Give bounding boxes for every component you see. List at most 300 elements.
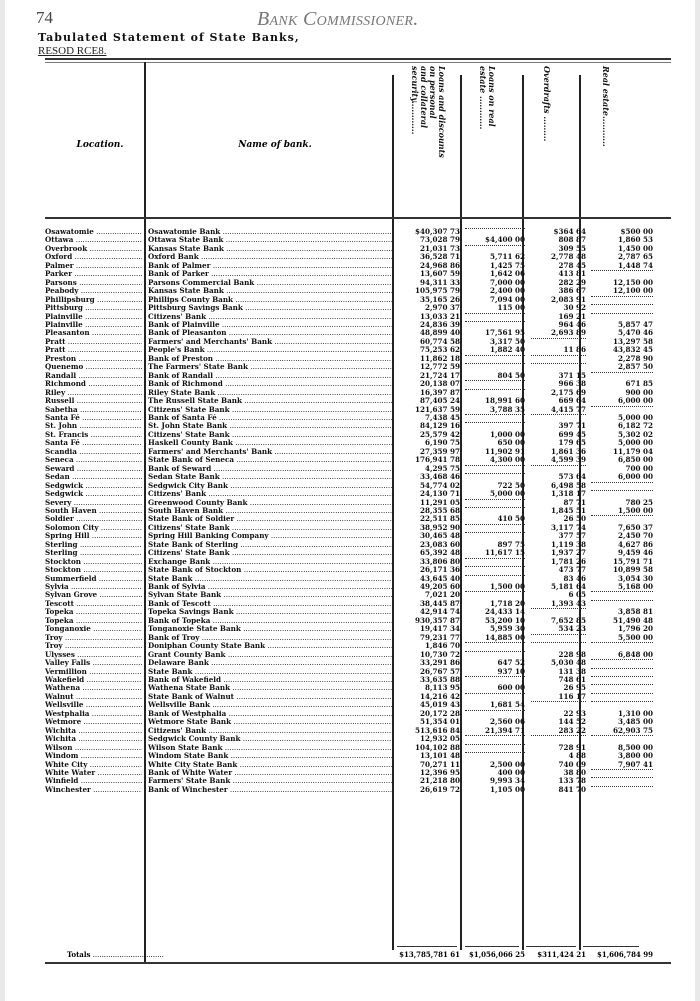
document-page (5, 0, 695, 1001)
cell-real-estate: 9,459 46 (617, 548, 653, 558)
cell-loans-real-estate: 1,718 20 (489, 598, 525, 608)
cell-overdrafts: 11 86 (563, 345, 586, 355)
cell-bank-name: Bank of White Water ..... (148, 769, 394, 777)
cell-loans-real-estate: 115 00 (497, 303, 525, 313)
cell-loans-real-estate: 17,561 95 (484, 328, 525, 338)
cell-loans-real-estate (465, 321, 525, 322)
cell-bank-name: Bank of Sylvia ..... (148, 583, 394, 591)
cell-location: Plainville ..... (45, 321, 142, 329)
cell-location: Preston ..... (45, 355, 142, 363)
cell-overdrafts: 413 81 (558, 269, 586, 279)
subtotal-rule-re-loans (465, 946, 519, 947)
cell-location: Santa Fé ..... (45, 414, 142, 422)
cell-bank-name: Citizens' State Bank ..... (148, 549, 394, 557)
cell-real-estate: 1,860 53 (617, 235, 653, 245)
cell-bank-name: Bank of Pleasanton ..... (148, 329, 394, 337)
cell-real-estate: 2,450 70 (617, 531, 653, 541)
cell-location: Santa Fé ..... (45, 439, 142, 447)
cell-location: Randall ..... (45, 372, 142, 380)
cell-overdrafts: 2,693 89 (550, 328, 586, 338)
cell-overdrafts: 473 77 (558, 565, 586, 575)
header-real-estate: Real estate........... (601, 66, 611, 147)
cell-overdrafts (531, 414, 586, 415)
cell-loans-personal: 38,445 87 (419, 598, 460, 608)
cell-location: Severy ..... (45, 499, 142, 507)
cell-bank-name: Parsons Commercial Bank ..... (148, 279, 394, 287)
cell-real-estate (591, 735, 653, 736)
cell-location: Topeka ..... (45, 608, 142, 616)
cell-bank-name: Bank of Wakefield ..... (148, 676, 394, 684)
header-location: Location. (76, 140, 124, 150)
cell-loans-real-estate (465, 591, 525, 592)
cell-loans-real-estate (465, 363, 525, 364)
cell-location: Ottawa ..... (45, 236, 142, 244)
cell-overdrafts: 371 15 (558, 370, 586, 380)
cell-loans-personal: 65,392 48 (419, 548, 460, 558)
cell-loans-real-estate (465, 532, 525, 533)
cell-loans-personal: 105,975 79 (414, 286, 460, 296)
cell-loans-real-estate (465, 735, 525, 736)
cell-loans-real-estate: 1,500 00 (489, 582, 525, 592)
cell-bank-name: Sylvan State Bank ..... (148, 591, 394, 599)
cell-location: Pittsburg ..... (45, 304, 142, 312)
cell-loans-personal: 60,774 58 (419, 336, 460, 346)
cell-bank-name: Citizens' State Bank ..... (148, 406, 394, 414)
cell-real-estate (591, 406, 653, 407)
cell-overdrafts: 169 21 (558, 311, 586, 321)
cell-loans-real-estate: 600 00 (497, 683, 525, 693)
cell-bank-name: Farmers' and Merchants' Bank ..... (148, 338, 394, 346)
cell-bank-name: Citizens' Bank ..... (148, 490, 394, 498)
top-rule-thin (45, 62, 671, 63)
cell-loans-personal: $40,307 73 (414, 227, 460, 236)
cell-real-estate: 780 25 (625, 497, 653, 507)
cell-bank-name: Bank of Richmond ..... (148, 380, 394, 388)
cell-loans-personal: 11,862 18 (419, 353, 460, 363)
cell-overdrafts (531, 465, 586, 466)
cell-real-estate (591, 777, 653, 778)
cell-loans-personal: 16,397 87 (419, 387, 460, 397)
cell-bank-name: Wathena State Bank ..... (148, 684, 394, 692)
cell-loans-personal: 33,291 86 (419, 658, 460, 668)
subtotal-rule-loans (397, 946, 457, 947)
cell-real-estate: 7,650 37 (617, 522, 653, 532)
table-row (45, 634, 675, 642)
cell-overdrafts: 1,119 38 (550, 539, 586, 549)
cell-real-estate: 6,848 00 (617, 649, 653, 659)
cell-overdrafts: 26 95 (563, 683, 586, 693)
page-number: 74 (36, 8, 53, 27)
cell-location: White Water ..... (45, 769, 142, 777)
totals-re-loans: $1,056,066 25 (468, 950, 525, 959)
cell-real-estate (591, 701, 653, 702)
cell-loans-real-estate (465, 228, 525, 229)
cell-location: Sedgwick ..... (45, 490, 142, 498)
cell-overdrafts: 1,937 27 (550, 548, 586, 558)
cell-loans-real-estate: 21,394 71 (484, 725, 525, 735)
cell-real-estate (591, 482, 653, 483)
cell-loans-real-estate: 3,317 50 (489, 336, 525, 346)
cell-overdrafts: 116 17 (558, 691, 586, 701)
cell-loans-real-estate (465, 524, 525, 525)
cell-real-estate: 5,302 02 (617, 429, 653, 439)
cell-loans-real-estate (465, 465, 525, 466)
cell-loans-real-estate: 14,885 00 (484, 632, 525, 642)
cell-overdrafts (531, 608, 586, 609)
cell-real-estate: 3,485 00 (617, 717, 653, 727)
table-row (45, 346, 675, 354)
cell-location: Seward ..... (45, 465, 142, 473)
cell-loans-personal: 33,635 88 (419, 675, 460, 685)
cell-location: Wetmore ..... (45, 718, 142, 726)
cell-loans-real-estate (465, 499, 525, 500)
cell-loans-personal: 51,354 01 (419, 717, 460, 727)
cell-location: Wichita ..... (45, 735, 142, 743)
cell-loans-real-estate: 2,560 06 (489, 717, 525, 727)
cell-location: Pleasanton ..... (45, 329, 142, 337)
cell-loans-real-estate: 24,433 14 (484, 607, 525, 617)
cell-loans-personal: 70,271 11 (419, 759, 460, 769)
cell-bank-name: Windom State Bank ..... (148, 752, 394, 760)
cell-overdrafts: 22 93 (563, 708, 586, 718)
cell-loans-personal: 22,511 85 (419, 514, 460, 524)
cell-overdrafts: 5,030 48 (550, 658, 586, 668)
cell-loans-personal: 24,130 71 (419, 489, 460, 499)
cell-loans-personal: 11,291 05 (419, 497, 460, 507)
cell-overdrafts: 964 46 (558, 319, 586, 329)
cell-real-estate: 900 00 (625, 387, 653, 397)
cell-loans-real-estate (465, 380, 525, 381)
table-row (45, 406, 675, 414)
cell-bank-name: St. John State Bank ..... (148, 422, 394, 430)
cell-overdrafts: 87 71 (563, 497, 586, 507)
cell-loans-personal: 75,253 62 (419, 345, 460, 355)
cell-bank-name: State Bank of Stockton ..... (148, 566, 394, 574)
cell-real-estate (591, 296, 653, 297)
cell-bank-name: Kansas State Bank ..... (148, 245, 394, 253)
cell-location: Topeka ..... (45, 617, 142, 625)
cell-bank-name: Citizens' Bank ..... (148, 313, 394, 321)
cell-real-estate: 6,000 00 (617, 472, 653, 482)
header-loans-real-estate: Loans on real estate ............ (478, 66, 497, 130)
cell-overdrafts: 1,781 26 (550, 556, 586, 566)
cell-real-estate: 15,791 71 (612, 556, 653, 566)
cell-real-estate: 1,500 00 (617, 505, 653, 515)
cell-bank-name: Bank of Randall ..... (148, 372, 394, 380)
cell-bank-name: Ottawa State Bank ..... (148, 236, 394, 244)
cell-loans-personal: 25,579 42 (419, 429, 460, 439)
cell-real-estate: 671 85 (625, 379, 653, 389)
cell-loans-personal: 26,171 36 (419, 565, 460, 575)
cell-loans-real-estate: 1,882 40 (489, 345, 525, 355)
cell-loans-real-estate: 18,991 60 (484, 396, 525, 406)
cell-loans-personal: 176,941 78 (414, 455, 460, 465)
table-row (45, 329, 675, 337)
cell-loans-personal: 8,113 95 (424, 683, 460, 693)
cell-loans-real-estate: 5,959 30 (489, 624, 525, 634)
cell-overdrafts: 131 38 (558, 666, 586, 676)
header-bank-name: Name of bank. (238, 140, 312, 150)
cell-loans-personal: 45,019 43 (419, 700, 460, 710)
cell-bank-name: Bank of Parker ..... (148, 270, 394, 278)
totals-real-estate: $1,606,784 99 (596, 950, 653, 959)
cell-location: Sylvan Grove ..... (45, 591, 142, 599)
cell-real-estate (591, 769, 653, 770)
cell-loans-personal: 49,205 60 (419, 582, 460, 592)
cell-bank-name: Bank of Preston ..... (148, 355, 394, 363)
cell-bank-name: State Bank ..... (148, 575, 394, 583)
cell-loans-real-estate: 7,000 00 (489, 277, 525, 287)
cell-bank-name: Sedgwick City Bank ..... (148, 482, 394, 490)
cell-real-estate (591, 304, 653, 305)
cell-bank-name: Grant County Bank ..... (148, 651, 394, 659)
table-row (45, 693, 675, 701)
cell-loans-real-estate: 1,425 75 (489, 260, 525, 270)
cell-loans-real-estate: 3,788 35 (489, 404, 525, 414)
cell-loans-real-estate (465, 389, 525, 390)
totals-label: Totals ..... (45, 950, 164, 959)
cell-loans-personal: 28,355 68 (419, 505, 460, 515)
cell-overdrafts: 573 64 (558, 472, 586, 482)
cell-bank-name: The Russell State Bank ..... (148, 397, 394, 405)
cell-real-estate (591, 600, 653, 601)
cell-location: Vermillion ..... (45, 668, 142, 676)
cell-real-estate (591, 270, 653, 271)
cell-location: Sterling ..... (45, 541, 142, 549)
cell-bank-name: Sedgwick County Bank ..... (148, 735, 394, 743)
cell-bank-name: Wellsville Bank ..... (148, 701, 394, 709)
cell-bank-name: Delaware Bank ..... (148, 659, 394, 667)
cell-overdrafts: 283 22 (558, 725, 586, 735)
cell-bank-name: People's Bank ..... (148, 346, 394, 354)
cell-location: St. Francis ..... (45, 431, 142, 439)
cell-real-estate: $500 00 (620, 227, 653, 236)
table-row (45, 625, 675, 633)
cell-overdrafts (531, 735, 586, 736)
cell-overdrafts: 3,117 74 (550, 522, 586, 532)
cell-loans-real-estate: 4,300 00 (489, 455, 525, 465)
cell-location: Peabody ..... (45, 287, 142, 295)
cell-overdrafts (531, 355, 586, 356)
cell-bank-name: Wilson State Bank ..... (148, 744, 394, 752)
table-row (45, 786, 675, 794)
cell-loans-personal: 13,033 21 (419, 311, 460, 321)
cell-bank-name: The Farmers' State Bank ..... (148, 363, 394, 371)
totals-overdrafts: $311,424 21 (537, 950, 586, 959)
cell-bank-name: Sedan State Bank ..... (148, 473, 394, 481)
cell-loans-real-estate: 5,711 62 (489, 252, 525, 262)
cell-loans-real-estate (465, 473, 525, 474)
cell-bank-name: White City State Bank ..... (148, 761, 394, 769)
cell-loans-real-estate: 2,500 00 (489, 759, 525, 769)
cell-bank-name: Bank of Tescott ..... (148, 600, 394, 608)
cell-real-estate: 2,857 50 (617, 362, 653, 372)
cell-location: Windom ..... (45, 752, 142, 760)
cell-loans-personal: 24,968 86 (419, 260, 460, 270)
cell-location: Winchester ..... (45, 786, 142, 794)
cell-loans-personal: 35,165 26 (419, 294, 460, 304)
cell-real-estate: 2,787 65 (617, 252, 653, 262)
cell-overdrafts: 841 70 (558, 784, 586, 794)
cell-location: White City ..... (45, 761, 142, 769)
header-rule (45, 217, 671, 219)
cell-loans-personal: 1,846 70 (424, 641, 460, 651)
cell-loans-personal: 20,138 07 (419, 379, 460, 389)
cell-location: Sterling ..... (45, 549, 142, 557)
cell-real-estate: 700 00 (625, 463, 653, 473)
cell-overdrafts: 4,599 39 (550, 455, 586, 465)
cell-loans-real-estate (465, 355, 525, 356)
cell-location: Sedan ..... (45, 473, 142, 481)
cell-loans-personal: 26,619 72 (419, 784, 460, 794)
cell-overdrafts: 1,393 43 (550, 598, 586, 608)
cell-location: Wellsville ..... (45, 701, 142, 709)
cell-location: Ulysses ..... (45, 651, 142, 659)
cell-loans-real-estate: 9,993 34 (489, 776, 525, 786)
cell-loans-real-estate: 897 75 (497, 539, 525, 549)
cell-location: Overbrook ..... (45, 245, 142, 253)
cell-loans-real-estate: 1,105 00 (489, 784, 525, 794)
section-label: RESOD RCE8. (38, 45, 107, 57)
cell-loans-personal: 21,218 80 (419, 776, 460, 786)
cell-loans-personal: 73,028 79 (419, 235, 460, 245)
cell-bank-name: South Haven Bank ..... (148, 507, 394, 515)
cell-loans-personal: 19,417 34 (419, 624, 460, 634)
cell-overdrafts: 699 45 (558, 429, 586, 439)
cell-overdrafts: 2,778 48 (550, 252, 586, 262)
cell-location: Plainville ..... (45, 313, 142, 321)
cell-loans-personal: 23,083 60 (419, 539, 460, 549)
cell-real-estate (591, 693, 653, 694)
cell-location: Soldier ..... (45, 515, 142, 523)
cell-real-estate: 1,448 74 (617, 260, 653, 270)
cell-location: Summerfield ..... (45, 575, 142, 583)
cell-location: Winfield ..... (45, 777, 142, 785)
cell-overdrafts: 7,652 85 (550, 615, 586, 625)
cell-loans-personal: 104,102 88 (414, 742, 460, 752)
cell-overdrafts: 30 92 (563, 303, 586, 313)
cell-bank-name: Bank of Seward ..... (148, 465, 394, 473)
cell-overdrafts: $364 64 (553, 227, 586, 236)
cell-real-estate: 6,850 00 (617, 455, 653, 465)
cell-real-estate: 12,100 00 (612, 286, 653, 296)
cell-overdrafts: 4 88 (568, 751, 586, 761)
cell-overdrafts: 808 87 (558, 235, 586, 245)
cell-bank-name: Greenwood County Bank ..... (148, 499, 394, 507)
cell-location: Palmer ..... (45, 262, 142, 270)
cell-loans-real-estate (465, 313, 525, 314)
cell-bank-name: Bank of Santa Fé ..... (148, 414, 394, 422)
cell-loans-personal: 54,774 02 (419, 480, 460, 490)
cell-location: Walnut ..... (45, 693, 142, 701)
cell-loans-personal: 84,129 16 (419, 421, 460, 431)
cell-loans-real-estate: 804 50 (497, 370, 525, 380)
cell-real-estate: 3,800 00 (617, 751, 653, 761)
running-head: Bank Commissioner. (257, 8, 419, 30)
cell-bank-name: Farmers' State Bank ..... (148, 777, 394, 785)
cell-loans-personal: 94,311 33 (419, 277, 460, 287)
cell-loans-personal: 121,637 59 (414, 404, 460, 414)
cell-location: Wilson ..... (45, 744, 142, 752)
cell-location: Stockton ..... (45, 558, 142, 566)
cell-overdrafts: 83 46 (563, 573, 586, 583)
cell-real-estate: 43,832 45 (612, 345, 653, 355)
cell-overdrafts: 179 65 (558, 438, 586, 448)
cell-real-estate: 11,179 04 (612, 446, 653, 456)
cell-real-estate: 5,168 00 (617, 582, 653, 592)
cell-bank-name: Bank of Troy ..... (148, 634, 394, 642)
cell-overdrafts: 728 91 (558, 742, 586, 752)
cell-loans-personal: 13,607 59 (419, 269, 460, 279)
cell-location: Osawatomie ..... (45, 228, 142, 236)
cell-real-estate: 62,903 75 (612, 725, 653, 735)
cell-overdrafts (531, 642, 586, 643)
cell-overdrafts: 133 78 (558, 776, 586, 786)
cell-loans-personal: 2,970 37 (424, 303, 460, 313)
cell-overdrafts: 534 23 (558, 624, 586, 634)
cell-location: Scandia ..... (45, 448, 142, 456)
cell-real-estate (591, 668, 653, 669)
cell-location: Solomon City ..... (45, 524, 142, 532)
cell-loans-personal: 12,772 59 (419, 362, 460, 372)
cell-overdrafts: 2,083 91 (550, 294, 586, 304)
cell-real-estate: 5,470 46 (617, 328, 653, 338)
subtotal-rule-overdrafts (526, 946, 576, 947)
cell-loans-personal: 26,767 57 (419, 666, 460, 676)
cell-bank-name: Bank of Palmer ..... (148, 262, 394, 270)
cell-loans-real-estate (465, 422, 525, 423)
cell-loans-real-estate (465, 676, 525, 677)
cell-overdrafts: 386 67 (558, 286, 586, 296)
cell-location: Stockton ..... (45, 566, 142, 574)
cell-bank-name: State Bank of Walnut ..... (148, 693, 394, 701)
cell-loans-real-estate: 400 00 (497, 768, 525, 777)
cell-overdrafts: 4,415 77 (550, 404, 586, 414)
cell-overdrafts (531, 701, 586, 702)
cell-loans-personal: 33,806 80 (419, 556, 460, 566)
cell-bank-name: Citizens' State Bank ..... (148, 524, 394, 532)
cell-loans-real-estate: 937 10 (497, 666, 525, 676)
cell-bank-name: Oxford Bank ..... (148, 253, 394, 261)
cell-overdrafts: 397 71 (558, 421, 586, 431)
cell-loans-real-estate (465, 507, 525, 508)
cell-location: Parsons ..... (45, 279, 142, 287)
cell-real-estate: 6,182 72 (617, 421, 653, 431)
cell-location: Tonganoxie ..... (45, 625, 142, 633)
cell-loans-real-estate (465, 710, 525, 711)
cell-bank-name: State Bank of Soldier ..... (148, 515, 394, 523)
cell-overdrafts: 1,318 17 (550, 489, 586, 499)
totals-loans: $13,785,781 61 (399, 950, 460, 959)
cell-location: Westphalia ..... (45, 710, 142, 718)
cell-bank-name: Doniphan County State Bank ..... (148, 642, 394, 650)
cell-overdrafts: 669 64 (558, 396, 586, 406)
cell-bank-name: Bank of Winchester ..... (148, 786, 394, 794)
cell-overdrafts: 377 57 (558, 531, 586, 541)
cell-loans-personal: 20,172 28 (419, 708, 460, 718)
cell-loans-personal: 513,616 84 (414, 725, 460, 735)
cell-bank-name: State Bank ..... (148, 668, 394, 676)
cell-real-estate: 7,907 41 (617, 759, 653, 769)
cell-bank-name: State Bank of Sterling ..... (148, 541, 394, 549)
cell-loans-real-estate: 410 50 (497, 514, 525, 524)
cell-real-estate: 1,450 00 (617, 243, 653, 253)
cell-bank-name: Citizens' State Bank ..... (148, 431, 394, 439)
cell-real-estate (591, 490, 653, 491)
cell-real-estate: 3,858 81 (617, 607, 653, 617)
cell-loans-personal: 930,357 87 (414, 615, 460, 625)
cell-loans-personal: 7,438 45 (424, 412, 460, 422)
